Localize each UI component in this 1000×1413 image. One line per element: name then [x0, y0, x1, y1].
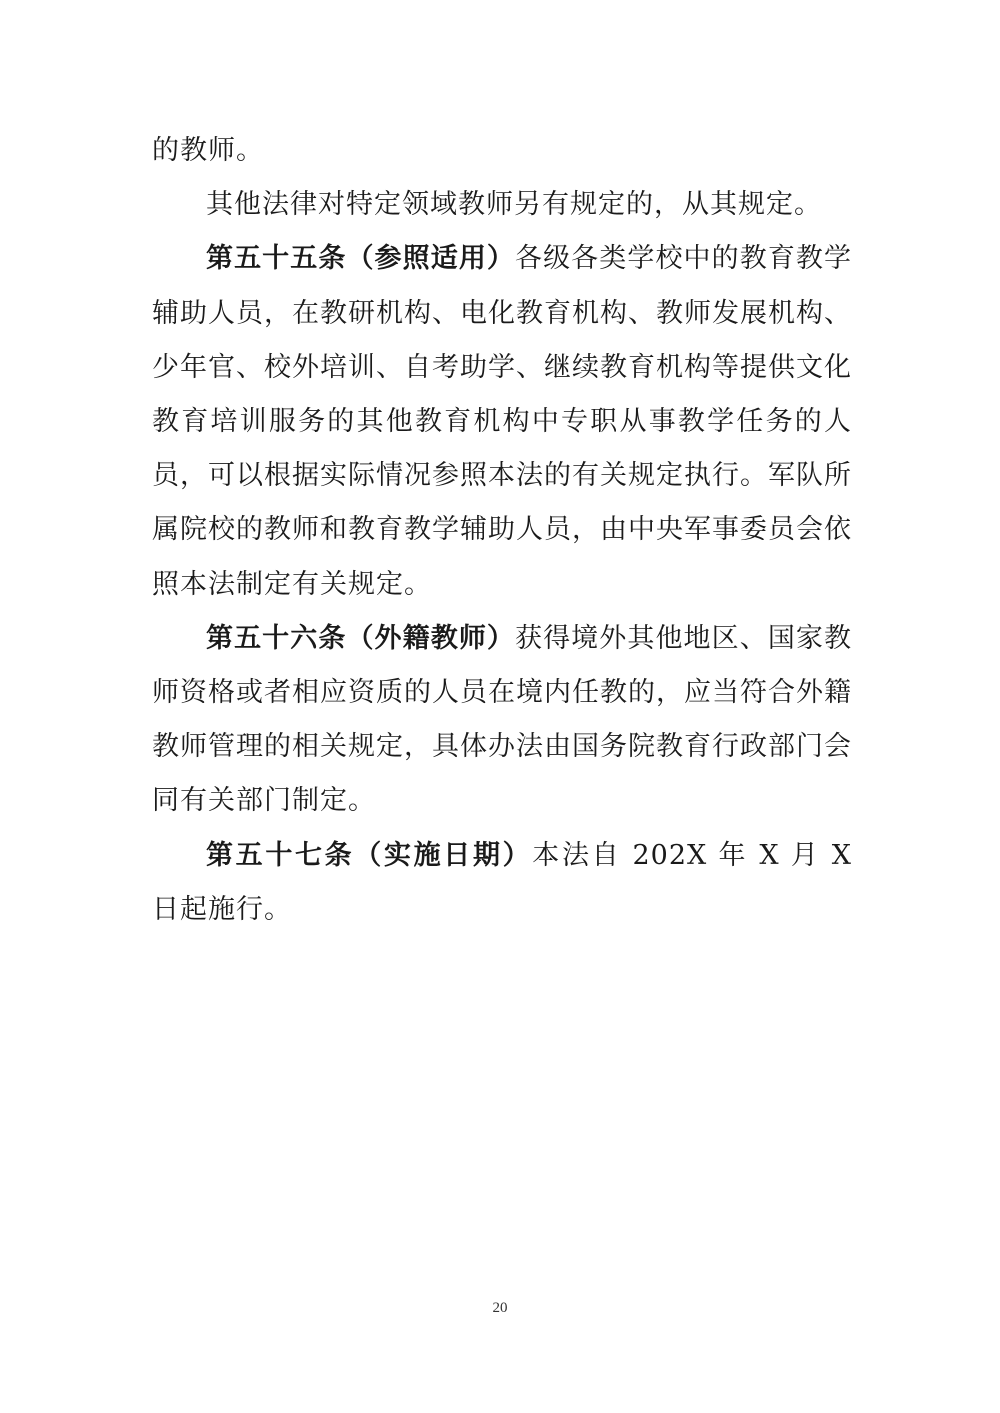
paragraph-text: 的教师。 — [152, 135, 264, 166]
paragraph-other-laws — [152, 178, 852, 232]
article-55 — [152, 232, 852, 611]
article-heading: 第五十七条（实施日期） — [206, 839, 533, 871]
article-heading: 第五十五条（参照适用） — [206, 243, 515, 275]
document-body — [152, 124, 852, 937]
article-56 — [152, 612, 852, 829]
article-text: 本法自 202X 年 X 月 X 日起施行。 — [152, 839, 853, 925]
article-57 — [152, 829, 852, 937]
paragraph-text: 其他法律对特定领域教师另有规定的，从其规定。 — [206, 189, 822, 221]
paragraph-continuation — [152, 124, 852, 178]
article-text: 获得境外其他地区、国家教师资格或者相应资质的人员在境内任教的，应当符合外籍教师管理的相关规定，具体办法由国务院教育行政部门会同有关部门制定。 — [152, 622, 852, 817]
article-text: 各级各类学校中的教育教学辅助人员，在教研机构、电化教育机构、教师发展机构、少年官、校外培训、自考助学、继续教育机构等提供文化教育培训服务的其他教育机构中专职从事教学任务的人员，可以根据实际情况参照本法的有关规定执行。军队所属院校的教师和教育教学辅助人员，由中央军事委员会依照本法制定有关规定。 — [152, 243, 852, 600]
article-heading: 第五十六条（外籍教师） — [206, 622, 515, 654]
page-number: 20 — [492, 1300, 508, 1316]
